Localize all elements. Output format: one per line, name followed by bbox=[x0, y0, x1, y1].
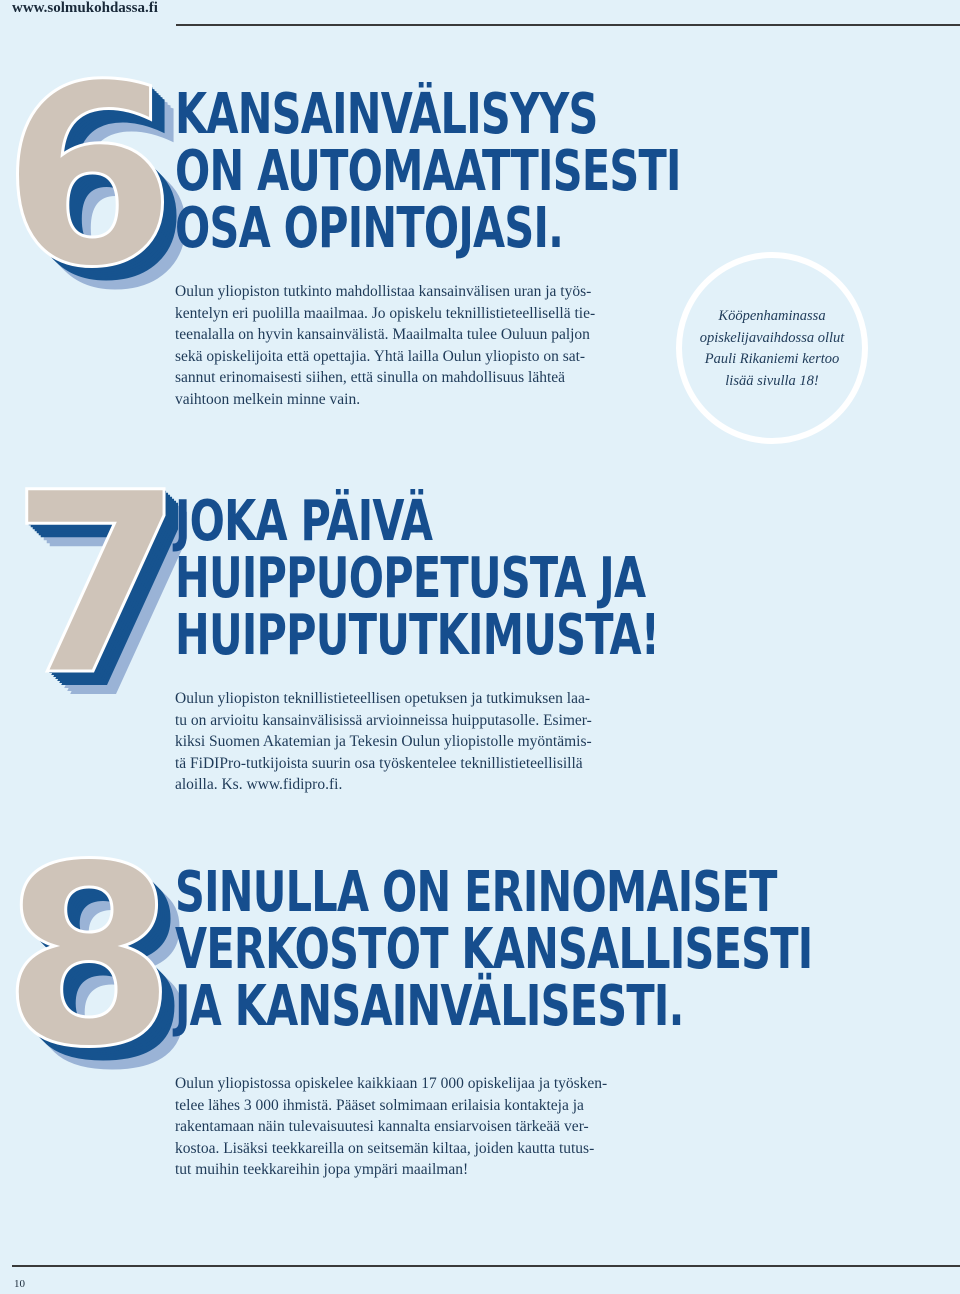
body-line: rakentamaan näin tulevaisuutesi kannalta ensiarvoisen tärkeää ver- bbox=[175, 1118, 589, 1135]
callout-line: Pauli Rikaniemi kertoo bbox=[704, 351, 840, 367]
heading-line: ON AUTOMAATTISESTI bbox=[175, 139, 681, 204]
section-6-body bbox=[175, 281, 645, 410]
callout-line: opiskelijavaihdossa ollut bbox=[699, 329, 845, 346]
heading-line: OSA OPINTOJASI. bbox=[175, 196, 564, 261]
section-7-heading bbox=[175, 489, 660, 668]
body-line: kentelyn eri puolilla maailmaa. Jo opiskelu teknillistieteellisellä tie- bbox=[175, 304, 596, 322]
top-divider bbox=[176, 24, 960, 26]
callout-circle bbox=[676, 252, 868, 444]
body-line: tut muihin teekkareihin jopa ympäri maailman! bbox=[175, 1161, 469, 1178]
callout-line: lisää sivulla 18! bbox=[725, 372, 819, 389]
body-line: Oulun yliopistossa opiskelee kaikkiaan 17 000 opiskelijaa ja työsken- bbox=[175, 1075, 608, 1092]
heading-line: VERKOSTOT KANSALLISESTI bbox=[175, 917, 813, 982]
heading-line: JOKA PÄIVÄ bbox=[175, 489, 433, 554]
callout-text bbox=[700, 306, 845, 392]
page-number: 10 bbox=[14, 1278, 25, 1290]
section-number-6: 6 bbox=[2, 31, 176, 322]
body-line: Oulun yliopiston tutkinto mahdollistaa kansainvälisen uran ja työs- bbox=[175, 283, 592, 300]
section-number-7: 7 bbox=[10, 439, 184, 730]
body-line: Oulun yliopiston teknillistieteellisen opetuksen ja tutkimuksen laa- bbox=[175, 690, 590, 707]
bottom-divider bbox=[12, 1265, 960, 1267]
section-6-heading bbox=[175, 82, 681, 261]
heading-line: SINULLA ON ERINOMAISET bbox=[175, 860, 777, 925]
heading-line: KANSAINVÄLISYYS bbox=[175, 82, 598, 147]
body-line: telee lähes 3 000 ihmistä. Pääset solmimaan erilaisia kontakteja ja bbox=[175, 1096, 584, 1114]
heading-line: HUIPPUTUTKIMUSTA! bbox=[175, 603, 660, 668]
section-8-heading bbox=[175, 860, 813, 1039]
heading-line: HUIPPUOPETUSTA JA bbox=[175, 546, 646, 611]
section-8-body bbox=[175, 1073, 645, 1181]
section-7-body bbox=[175, 688, 645, 796]
body-line: vaihtoon melkein minne vain. bbox=[175, 390, 361, 408]
body-line: kostoa. Lisäksi teekkareilla on seitsemän kiltaa, joiden kautta tutus- bbox=[175, 1139, 595, 1157]
body-line: aloilla. Ks. www.fidipro.fi. bbox=[175, 776, 343, 793]
section-number-8: 8 bbox=[2, 811, 176, 1102]
heading-line: JA KANSAINVÄLISESTI. bbox=[175, 974, 684, 1039]
callout-line: Kööpenhaminassa bbox=[718, 308, 826, 324]
body-line: kiksi Suomen Akatemian ja Tekesin Oulun yliopistolle myöntämis- bbox=[175, 733, 592, 750]
website-url: www.solmukohdassa.fi bbox=[12, 0, 158, 16]
body-line: teenalalla on hyvin kansainvälistä. Maailmalta tulee Ouluun paljon bbox=[175, 326, 590, 343]
body-line: tu on arvioitu kansainvälisissä arvioinneissa huipputasolle. Esimer- bbox=[175, 711, 592, 729]
body-line: sekä opiskelijoita että opettajia. Yhtä lailla Oulun yliopisto on sat- bbox=[175, 347, 586, 365]
body-line: sannut erinomaisesti siihen, että sinulla on mahdollisuus lähteä bbox=[175, 369, 566, 386]
body-line: tä FiDIPro-tutkijoista suurin osa työskentelee teknillistieteellisillä bbox=[175, 754, 583, 772]
